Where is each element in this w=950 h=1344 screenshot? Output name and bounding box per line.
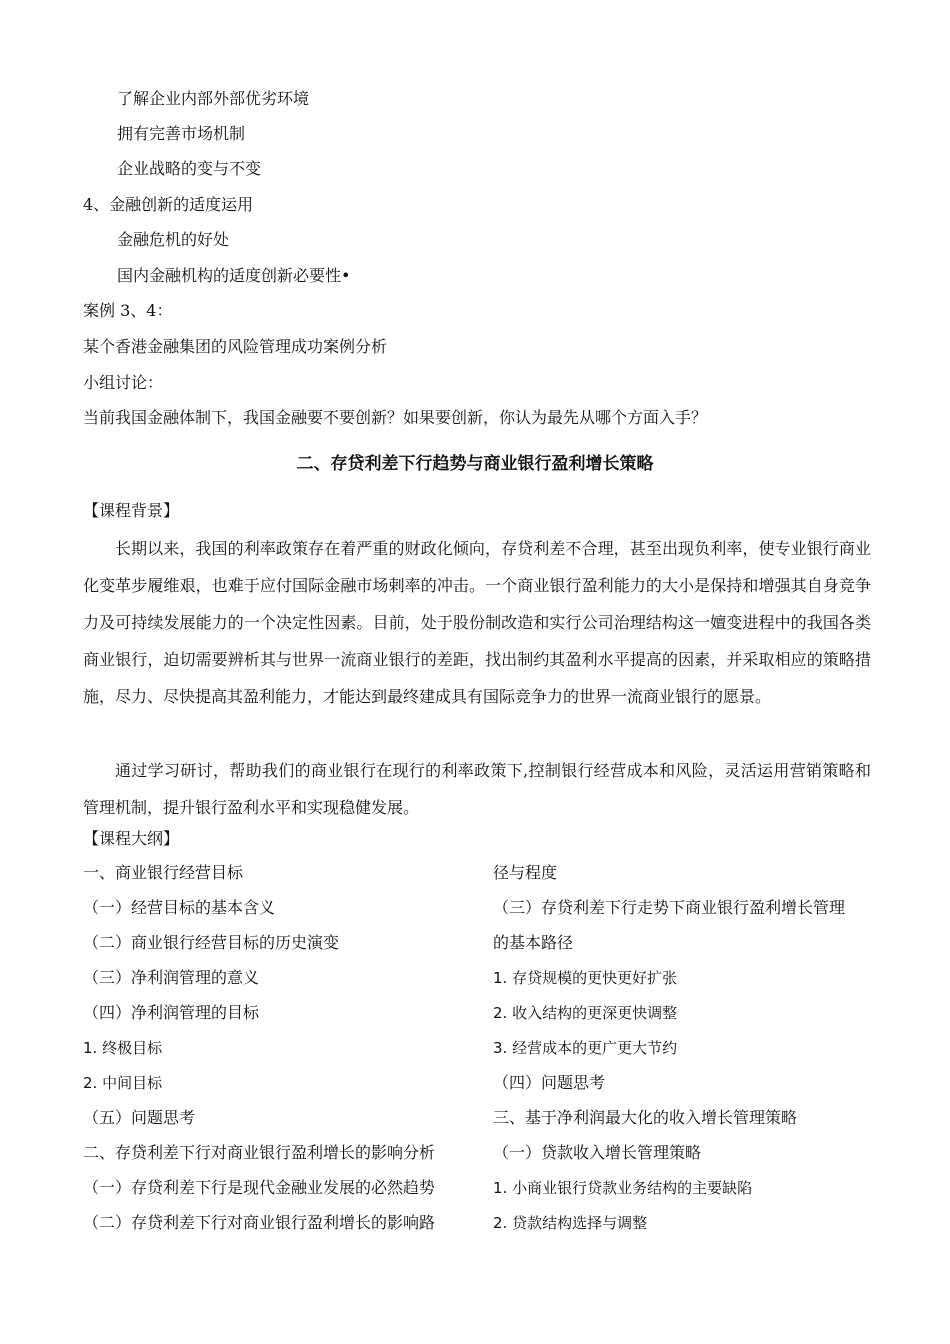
top-list-text: 拥有完善市场机制 bbox=[117, 124, 246, 143]
top-list-text: 小组讨论： bbox=[83, 373, 164, 392]
top-list-text: 企业战略的变与不变 bbox=[117, 159, 262, 178]
outline-item: （三）净利润管理的意义 bbox=[83, 968, 260, 987]
outline-item: 二、存贷利差下行对商业银行盈利增长的影响分析 bbox=[83, 1143, 436, 1162]
background-paragraph-2: 通过学习研讨，帮助我们的商业银行在现行的利率政策下,控制银行经营成本和风险，灵活运用营销策略和管理机制，提升银行盈利水平和实现稳健发展。 bbox=[83, 761, 871, 817]
top-list-item bbox=[83, 265, 350, 287]
outline-item: 径与程度 bbox=[493, 863, 558, 882]
outline-item: 3. 经营成本的更广更大节约 bbox=[493, 1039, 678, 1057]
outline-item: （一）贷款收入增长管理策略 bbox=[493, 1143, 702, 1162]
top-list-text: 金融危机的好处 bbox=[117, 230, 230, 249]
outline-item: （五）问题思考 bbox=[83, 1108, 196, 1127]
top-list-item bbox=[83, 372, 163, 394]
outline-item: （二）存贷利差下行对商业银行盈利增长的影响路 bbox=[83, 1213, 436, 1232]
background-paragraph-1: 长期以来，我国的利率政策存在着严重的财政化倾向，存贷利差不合理，甚至出现负利率，使专业银行商业化变革步履维艰，也难于应付国际金融市场剌率的冲击。一个商业银行盈利能力的大小是保持和增强其自身竞争力及可持续发展能力的一个决定性因素。目前，处于股份制改造和实行公司治理结构这一嬗变进程中的我国各类商业银行，迫切需要辨析其与世界一流商业银行的差距，找出制约其盈利水平提高的因素，并采取相应的策略措施，尽力、尽快提高其盈利能力，才能达到最终建成具有国际竞争力的世界一流商业银行的愿景。 bbox=[83, 539, 871, 706]
outline-item: 一、商业银行经营目标 bbox=[83, 863, 244, 882]
top-list-item bbox=[83, 300, 172, 322]
outline-label: 【课程大纲】 bbox=[83, 829, 180, 848]
top-list-text: 案例 3、4： bbox=[83, 301, 173, 320]
top-list-text: 某个香港金融集团的风险管理成功案例分析 bbox=[83, 337, 388, 356]
top-list-item bbox=[83, 336, 387, 358]
top-list-item bbox=[83, 123, 245, 145]
background-label: 【课程背景】 bbox=[83, 501, 180, 520]
top-list-item bbox=[83, 88, 309, 110]
outline-item: 2. 贷款结构选择与调整 bbox=[493, 1214, 648, 1232]
outline-item: （四）问题思考 bbox=[493, 1073, 606, 1092]
outline-item: （一）存贷利差下行是现代金融业发展的必然趋势 bbox=[83, 1178, 436, 1197]
outline-item: 1. 小商业银行贷款业务结构的主要缺陷 bbox=[493, 1179, 753, 1197]
outline-right-column bbox=[493, 862, 878, 1247]
outline-item: （三）存贷利差下行走势下商业银行盈利增长管理 bbox=[493, 898, 846, 917]
section-title: 二、存贷利差下行趋势与商业银行盈利增长策略 bbox=[296, 454, 654, 474]
top-list-item bbox=[83, 158, 261, 180]
outline-item: （二）商业银行经营目标的历史演变 bbox=[83, 933, 340, 952]
top-list-text: 国内金融机构的适度创新必要性• bbox=[117, 266, 351, 285]
outline-item: 的基本路径 bbox=[493, 933, 574, 952]
top-list-text: 当前我国金融体制下，我国金融要不要创新？如果要创新，你认为最先从哪个方面入手？ bbox=[83, 408, 708, 427]
outline-item: 2. 中间目标 bbox=[83, 1074, 163, 1092]
top-list-item bbox=[83, 229, 229, 251]
outline-item: 三、基于净利润最大化的收入增长管理策略 bbox=[493, 1108, 798, 1127]
outline-left-column bbox=[83, 862, 468, 1247]
outline-item: 2. 收入结构的更深更快调整 bbox=[493, 1004, 678, 1022]
outline-item: （一）经营目标的基本含义 bbox=[83, 898, 276, 917]
outline-item: 1. 终极目标 bbox=[83, 1039, 163, 1057]
top-list-item bbox=[83, 194, 253, 216]
top-list-item bbox=[83, 407, 707, 429]
top-list-text: 了解企业内部外部优劣环境 bbox=[117, 89, 310, 108]
outline-item: （四）净利润管理的目标 bbox=[83, 1003, 260, 1022]
outline-item: 1. 存贷规模的更快更好扩张 bbox=[493, 969, 678, 987]
top-list-text: 4、金融创新的适度运用 bbox=[83, 195, 254, 214]
